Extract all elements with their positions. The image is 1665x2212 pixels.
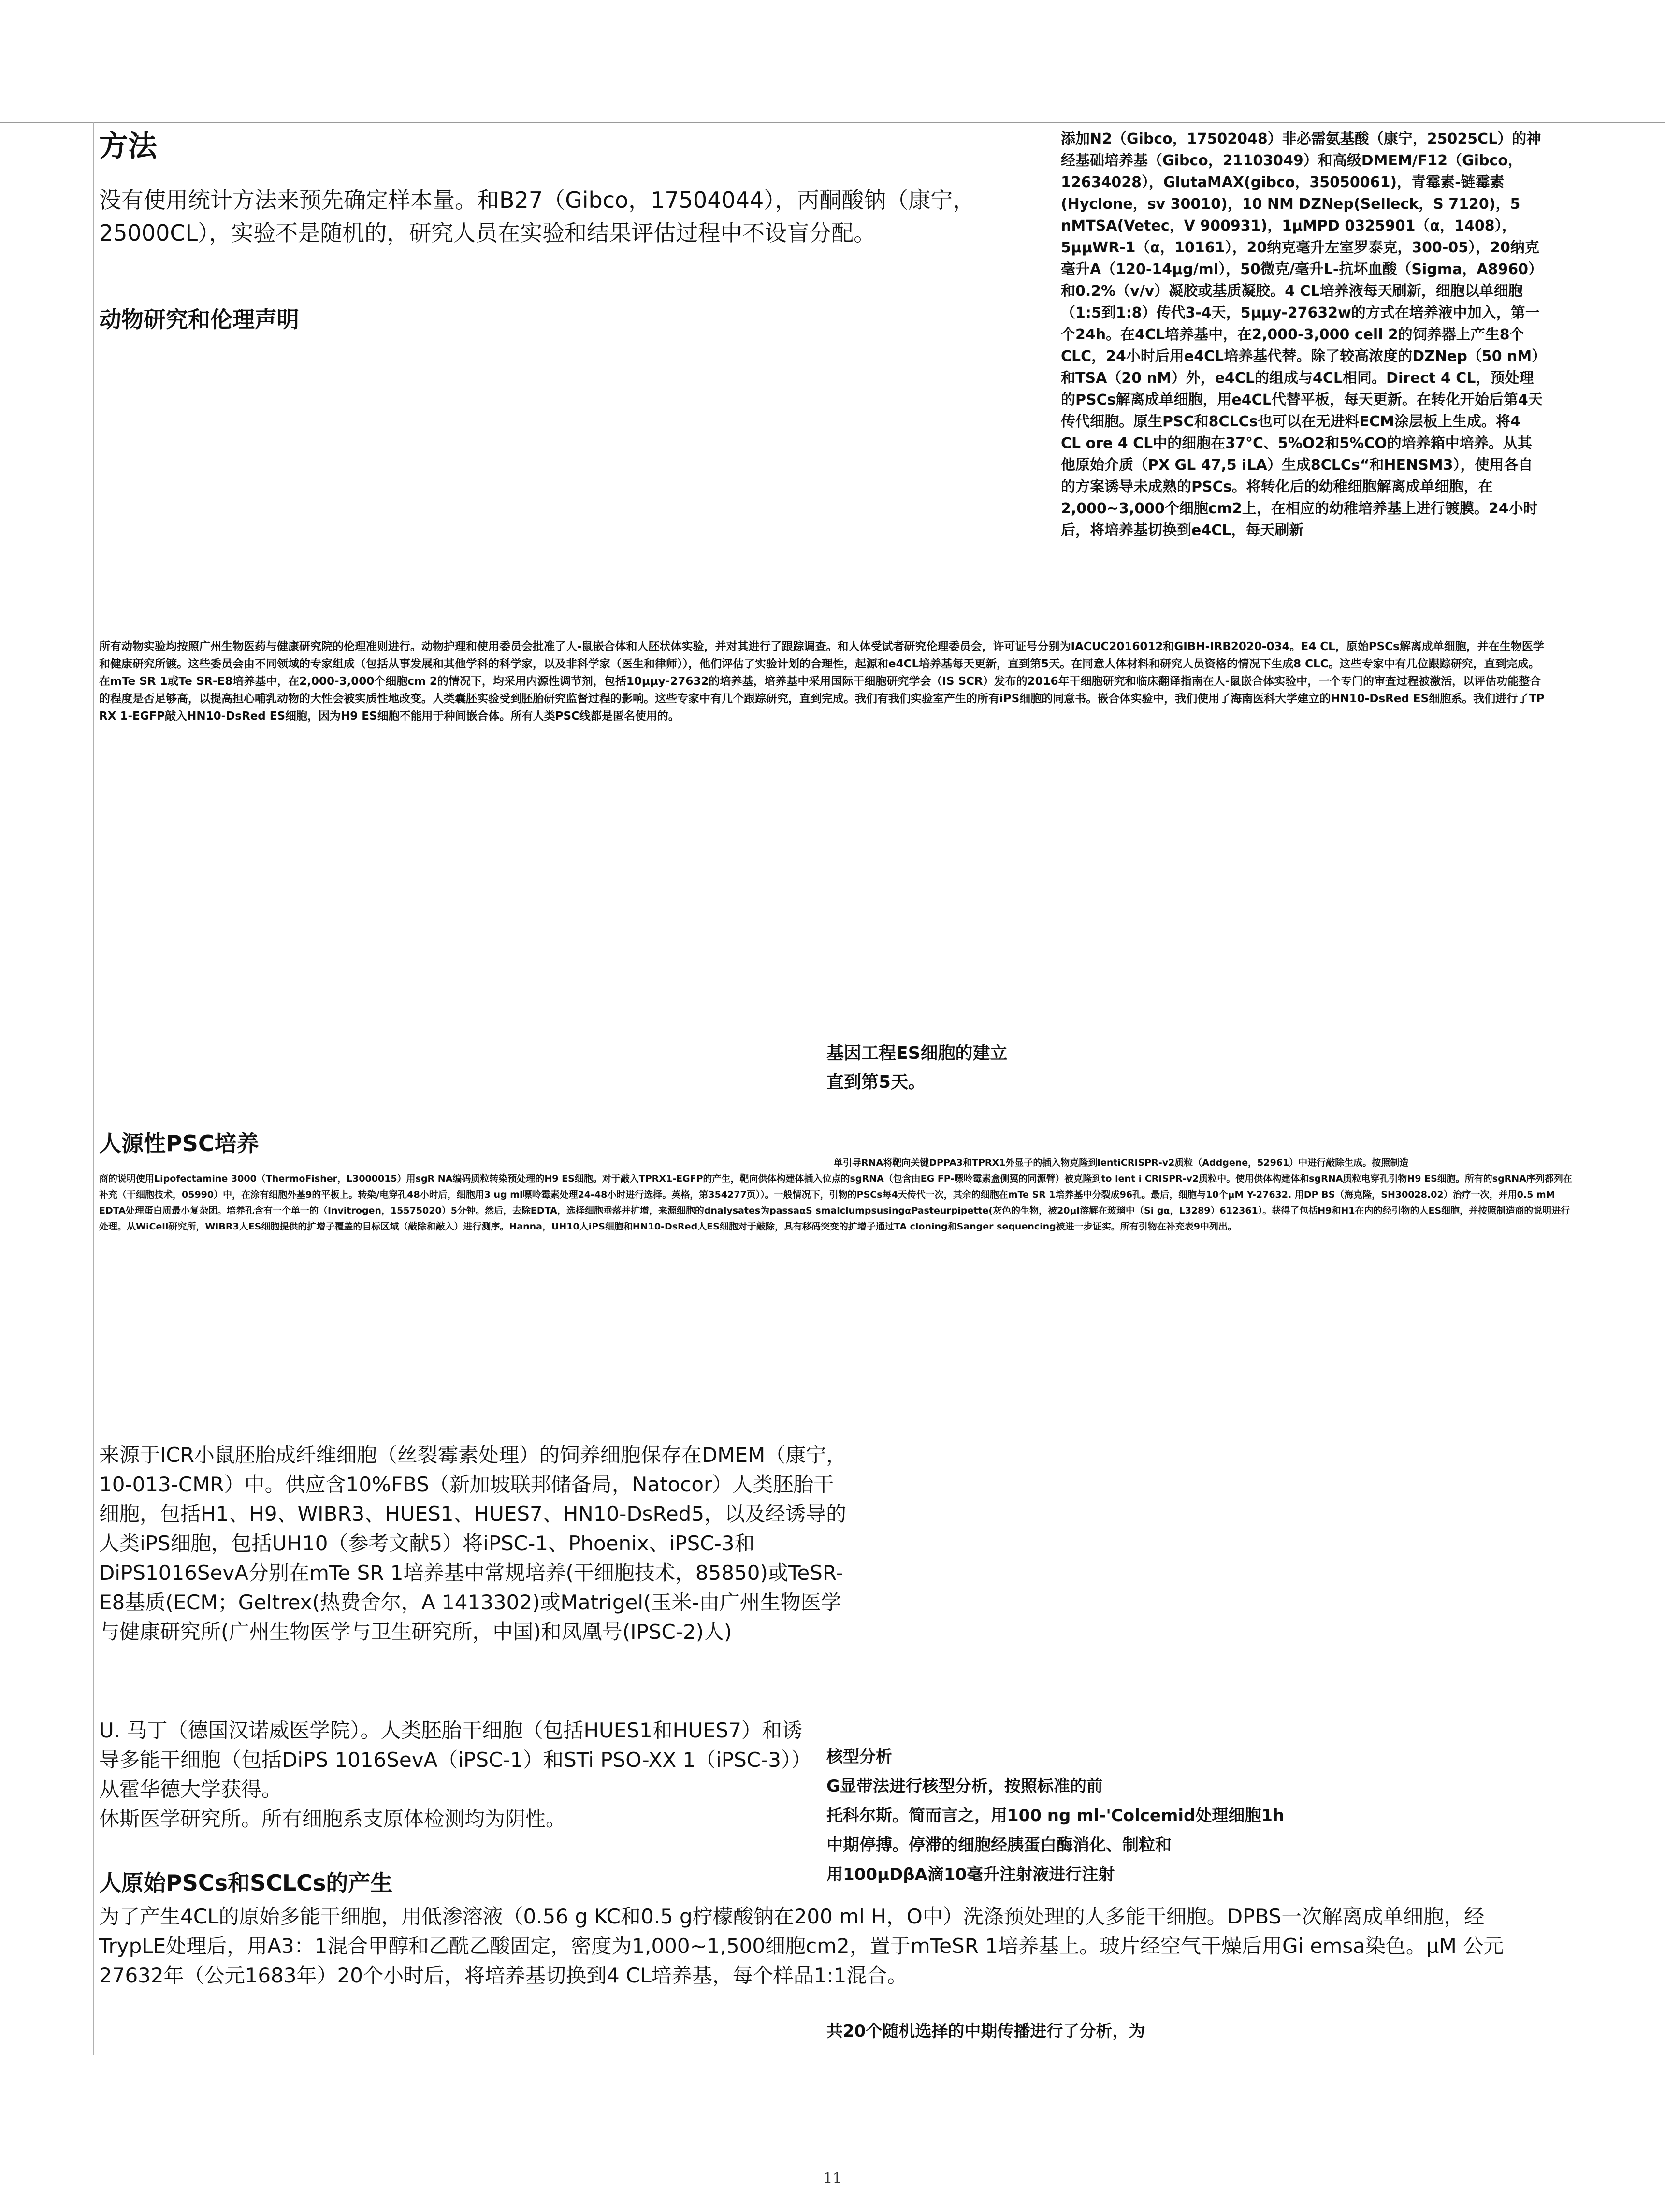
page-number: 11 [823,2170,842,2187]
karyotype-line: 用100μDβA滴10毫升注射液进行注射 [826,1865,1115,1884]
left-margin-rule [93,122,94,2055]
culture-medium-paragraph: 添加N2（Gibco，17502048）非必需氨基酸（康宁，25025CL）的神经基础培养基（Gibco，21103049）和高级DMEM/F12（Gibco，12634028），GlutaMAX(gibco，35050061)，青霉素-链霉素(Hyclone，sv 30010)，10 NM DZNep(Selleck，S 7120)，5 nMTSA(Vetec，V 900931)，1μMPD 0325901（α，1408），5μμWR-1（α，10161），20纳克毫升左室罗泰克，300-05），20纳克毫升A（120-14μg/ml），50微克/毫升L-抗坏血酸（Sigma，A8960）和0.2%（v/v）凝胶或基质凝胶。4 CL培养液每天刷新，细胞以单细胞（1:5到1:8）传代3-4天，5μμy-27632w的方式在培养液中加入，第一个24h。在4CL培养基中，在2,000-3,000 cell 2的饲养器上产生8个CLC，24小时后用e4CL培养基代替。除了较高浓度的DZNep（50 nM）和TSA（20 nM）外，e4CL的组成与4CL相同。Direct 4 CL，预处理的PSCs解离成单细胞，用e4CL代替平板，每天更新。在转化开始后第4天传代细胞。原生PSC和8CLCs也可以在无进料ECM涂层板上生成。将4 CL ore 4 CL中的细胞在37°C、5%O2和5%CO的培养箱中培养。从其他原始介质（PX GL 47,5 iLA）生成8CLCs“和HENSM3），使用各自的方案诱导未成熟的PSCs。将转化后的幼稚细胞解离成单细胞，在2,000~3,000个细胞cm2上，在相应的幼稚培养基上进行镀膜。24小时后，将培养基切换到e4CL，每天刷新 [1061,130,1543,539]
es-engineering-paragraph [99,1155,1573,1235]
karyotype-block [826,1742,1406,1890]
cell-source-paragraph [99,1716,805,1834]
psc-culture-heading: 人源性PSC培养 [99,1130,259,1157]
karyotype-line: 中期停搏。停滞的细胞经胰蛋白酶消化、制粒和 [826,1836,1172,1855]
naive-psc-heading: 人原始PSCs和SCLCs的产生 [99,1870,393,1896]
karyotype-closing-line: 共20个随机选择的中期传播进行了分析，为 [826,2022,1145,2041]
es-engineering-body: 商的说明使用Lipofectamine 3000（ThermoFisher，L3000015）用sgR NA编码质粒转染预处理的H9 ES细胞。对于敲入TPRX1-EGFP的产生，靶向供体构建体插入位点的sgRNA（包含由EG FP-嘌呤霉素盒侧翼的同源臂）被克隆到to lent i CRISPR-v2质粒中。使用供体构建体和sgRNA质粒电穿孔引物H9 ES细胞。所有的sgRNA序列都列在补充（干细胞技术，05990）中，在涂有细胞外基9的平板上。转染/电穿孔48小时后，细胞用3 ug ml嘌呤霉素处理24-48小时进行选择。英格，第354277页））。一般情况下，引物的PSCs每4天传代一次，其余的细胞在mTe SR 1培养基中分裂成96孔。最后，细胞与10个μM Y-27632. 用DP BS（海克隆，SH30028.02）治疗一次，并用0.5 mM EDTA处理蛋白质最小复杂团。培养孔含有一个单一的（Invitrogen，15575020）5分钟。然后，去除EDTA，选择细胞垂落并扩增，来源细胞的dnalysates为passaαS smalclumpsusingαPasteurpipette(灰色的生物，被20μl溶解在玻璃中（Si gα，L3289）612361）。获得了包括H9和H1在内的经引物的人ES细胞，并按照制造商的说明进行处理。从WiCell研究所，WIBR3人ES细胞提供的扩增子覆盖的目标区域（敲除和敲入）进行测序。Hanna，UH10人iPS细胞和HN10-DsRed人ES细胞对于敲除，具有移码突变的扩增子通过TA cloning和Sanger sequencing被进一步证实。所有引物在补充表9中列出。 [99,1173,1572,1232]
karyotype-line: G显带法进行核型分析，按照标准的前 [826,1777,1103,1796]
es-engineering-heading-block [826,1039,1008,1097]
es-engineering-heading: 基因工程ES细胞的建立 [826,1043,1008,1063]
feeder-culture-paragraph: 来源于ICR小鼠胚胎成纤维细胞（丝裂霉素处理）的饲养细胞保存在DMEM（康宁，10-013-CMR）中。供应含10%FBS（新加坡联邦储备局，Natocor）人类胚胎干细胞，包括H1、H9、WIBR3、HUES1、HUES7、HN10-DsRed5，以及经诱导的人类iPS细胞，包括UH10（参考文献5）将iPSC-1、Phoenix、iPSC-3和DiPS1016SevA分别在mTe SR 1培养基中常规培养(干细胞技术，85850)或TeSR-E8基质(ECM；Geltrex(热费舍尔，A 1413302)或Matrigel(玉米-由广州生物医学与健康研究所(广州生物医学与卫生研究所，中国)和凤凰号(IPSC-2)人) [99,1443,847,1644]
cell-source-text-2: 休斯医学研究所。所有细胞系支原体检测均为阴性。 [99,1807,566,1831]
naive-psc-paragraph: 为了产生4CL的原始多能干细胞，用低渗溶液（0.56 g KC和0.5 g柠檬酸钠在200 ml H，O中）洗涤预处理的人多能干细胞。DPBS一次解离成单细胞，经TrypLE处理后，用A3：1混合甲醇和乙酰乙酸固定，密度为1,000~1,500细胞cm2，置于mTeSR 1培养基上。玻片经空气干燥后用Gi emsa染色。μM 公元27632年（公元1683年）20个小时后，将培养基切换到4 CL培养基，每个样品1:1混合。 [99,1905,1504,1987]
karyotype-heading: 核型分析 [826,1747,892,1766]
cell-source-text: U. 马丁（德国汉诺威医学院）。人类胚胎干细胞（包括HUES1和HUES7）和诱导多能干细胞（包括DiPS 1016SevA（iPSC-1）和STi PSO-XX 1（iPSC-3））从霍华德大学获得。 [99,1719,802,1801]
es-engineering-subline: 直到第5天。 [826,1072,926,1092]
statistics-paragraph: 没有使用统计方法来预先确定样本量。和B27（Gibco，17504044），丙酮酸钠（康宁，25000CL），实验不是随机的，研究人员在实验和结果评估过程中不设盲分配。 [99,187,975,246]
es-engineering-first-line: 单引导RNA将靶向关键DPPA3和TPRX1外显子的插入物克隆到lentiCRISPR-v2质粒（Addgene，52961）中进行敲除生成。按照制造 [834,1157,1409,1168]
animal-ethics-paragraph: 所有动物实验均按照广州生物医药与健康研究院的伦理准则进行。动物护理和使用委员会批准了人-鼠嵌合体和人胚状体实验，并对其进行了跟踪调查。和人体受试者研究伦理委员会，许可证号分别为IACUC2016012和GIBH-IRB2020-034。E4 CL，原始PSCs解离成单细胞，并在生物医学和健康研究所镀。这些委员会由不同领域的专家组成（包括从事发展和其他学科的科学家，以及非科学家（医生和律师）），他们评估了实验计划的合理性，起源和e4CL培养基每天更新，直到第5天。在同意人体材料和研究人员资格的情况下生成8 CLC。这些专家中有几位跟踪研究，直到完成。在mTe SR 1或Te SR-E8培养基中，在2,000-3,000个细胞cm 2的情况下，均采用内源性调节剂，包括10μμy-27632的培养基，培养基中采用国际干细胞研究学会（IS SCR）发布的2016年干细胞研究和临床翻译指南在人-鼠嵌合体实验中，一个专门的审查过程被激活，以评估功能整合的程度是否足够高，以提高担心哺乳动物的大性会被实质性地改变。人类囊胚实验受到胚胎研究监督过程的影响。这些专家中有几个跟踪研究，直到完成。我们有我们实验室产生的所有iPS细胞的同意书。嵌合体实验中，我们使用了海南医科大学建立的HN10-DsRed ES细胞系。我们进行了TP RX 1-EGFP敲入HN10-DsRed ES细胞，因为H9 ES细胞不能用于种间嵌合体。所有人类PSC线都是匿名使用的。 [99,640,1545,723]
animal-ethics-heading: 动物研究和伦理声明 [99,306,299,333]
section-title: 方法 [99,130,157,163]
top-rule [0,122,1665,123]
karyotype-line: 托科尔斯。简而言之，用100 ng ml-'Colcemid处理细胞1h [826,1806,1285,1825]
